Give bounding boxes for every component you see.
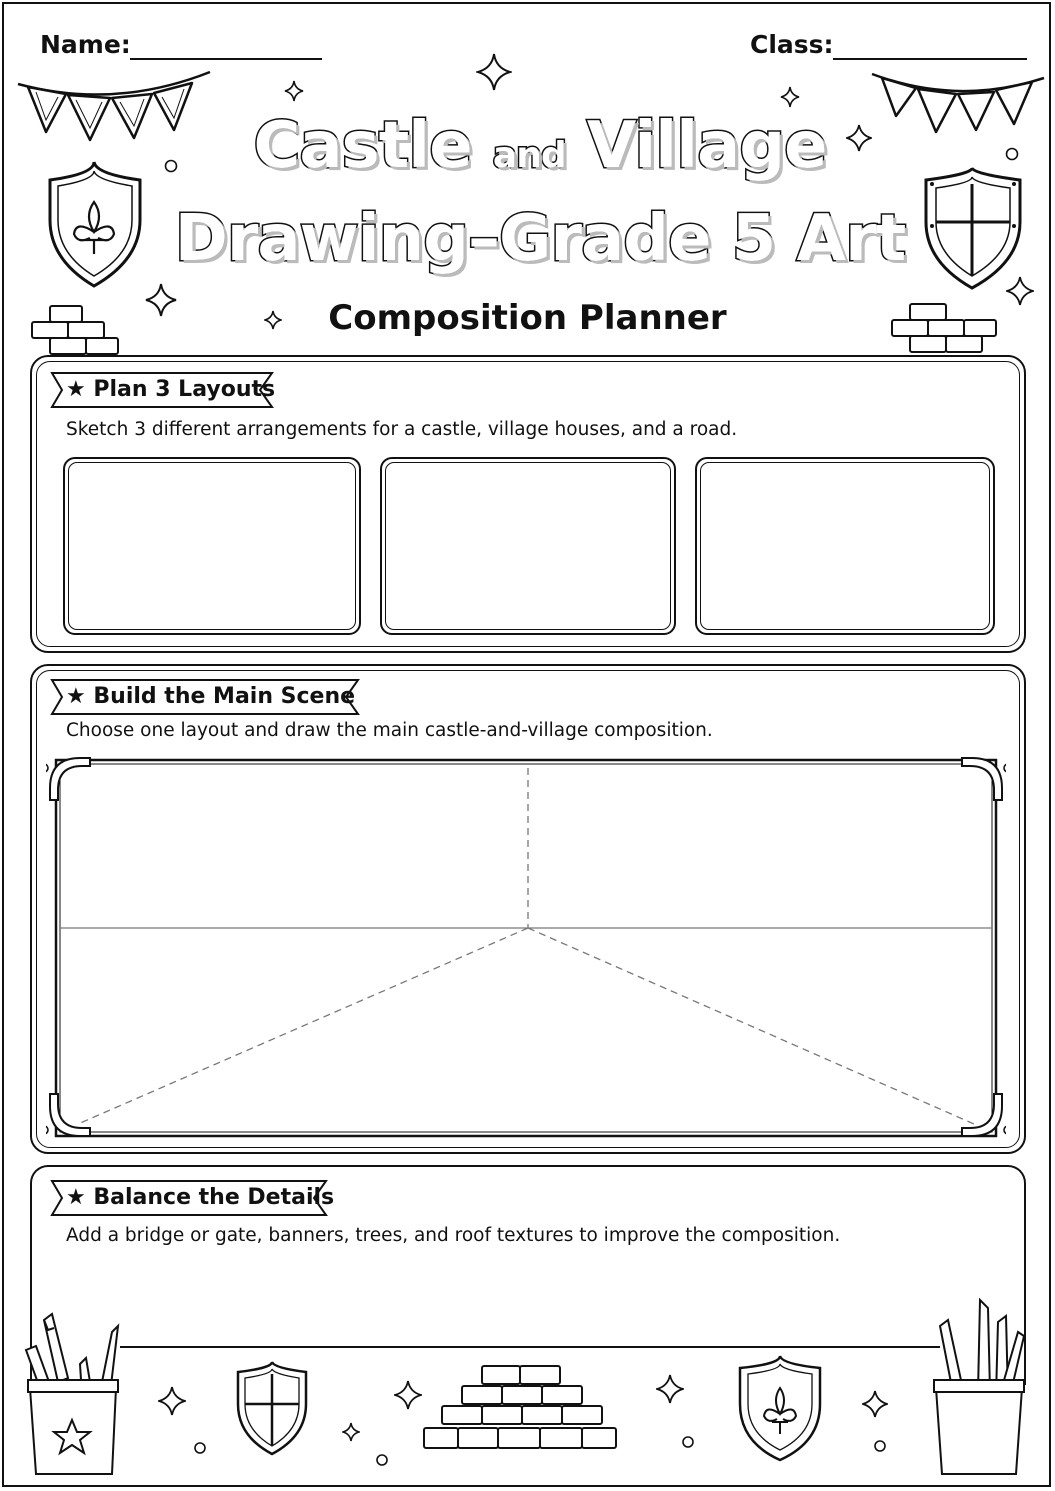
dot-icon	[374, 1452, 390, 1468]
section-heading-ribbon	[50, 371, 274, 409]
sparkle-star-icon	[158, 1386, 186, 1416]
section-heading-ribbon	[50, 1179, 335, 1217]
details-writing-line[interactable]	[120, 1346, 940, 1348]
layout-sketch-box-3[interactable]	[695, 457, 995, 635]
worksheet-title-line2: Drawing–Grade 5 Art	[174, 202, 906, 276]
layout-sketch-box-1[interactable]	[63, 457, 361, 635]
brick-wall-icon	[422, 1364, 620, 1452]
pencil-cup-icon	[22, 1310, 132, 1480]
section-instruction: Sketch 3 different arrangements for a castle, village houses, and a road.	[66, 419, 738, 440]
layout-sketch-box-2[interactable]	[380, 457, 676, 635]
section-heading: ★ Balance the Details	[66, 1185, 335, 1210]
name-field[interactable]	[130, 34, 322, 60]
sparkle-star-icon	[862, 1390, 888, 1418]
sparkle-star-icon	[846, 124, 872, 152]
name-label: Name:	[40, 30, 131, 59]
section-main-scene	[30, 664, 1026, 1154]
dot-icon	[680, 1434, 696, 1450]
worksheet-title-line1: Castle and Village	[253, 109, 827, 183]
section-plan-layouts	[30, 355, 1026, 653]
section-heading: ★ Build the Main Scene	[66, 684, 356, 709]
sparkle-star-icon	[780, 86, 800, 108]
shield-fleur-de-lis-icon	[736, 1354, 824, 1464]
class-label: Class:	[750, 30, 834, 59]
dot-icon	[872, 1438, 888, 1454]
shield-fleur-de-lis-icon	[44, 160, 146, 290]
page-subtitle: Composition Planner	[328, 298, 727, 338]
section-balance-details	[30, 1165, 1026, 1385]
sparkle-star-icon	[656, 1374, 684, 1404]
sparkle-star-icon	[342, 1422, 360, 1442]
section-instruction: Choose one layout and draw the main castle-and-village composition.	[66, 720, 713, 741]
section-heading-ribbon	[50, 678, 360, 716]
pencil-cup-icon	[926, 1296, 1030, 1478]
dot-icon	[192, 1440, 208, 1456]
shield-cross-icon	[920, 166, 1026, 292]
section-heading: ★ Plan 3 Layouts	[66, 377, 276, 402]
dot-icon	[1004, 146, 1020, 162]
sparkle-star-icon	[394, 1380, 422, 1410]
section-instruction: Add a bridge or gate, banners, trees, and roof textures to improve the composition.	[66, 1225, 841, 1246]
class-field[interactable]	[833, 34, 1027, 60]
shield-cross-icon	[234, 1360, 310, 1458]
sparkle-star-icon	[476, 52, 512, 92]
main-scene-drawing-frame[interactable]	[46, 754, 1006, 1144]
dot-icon	[163, 158, 179, 174]
sparkle-star-icon	[284, 80, 304, 102]
